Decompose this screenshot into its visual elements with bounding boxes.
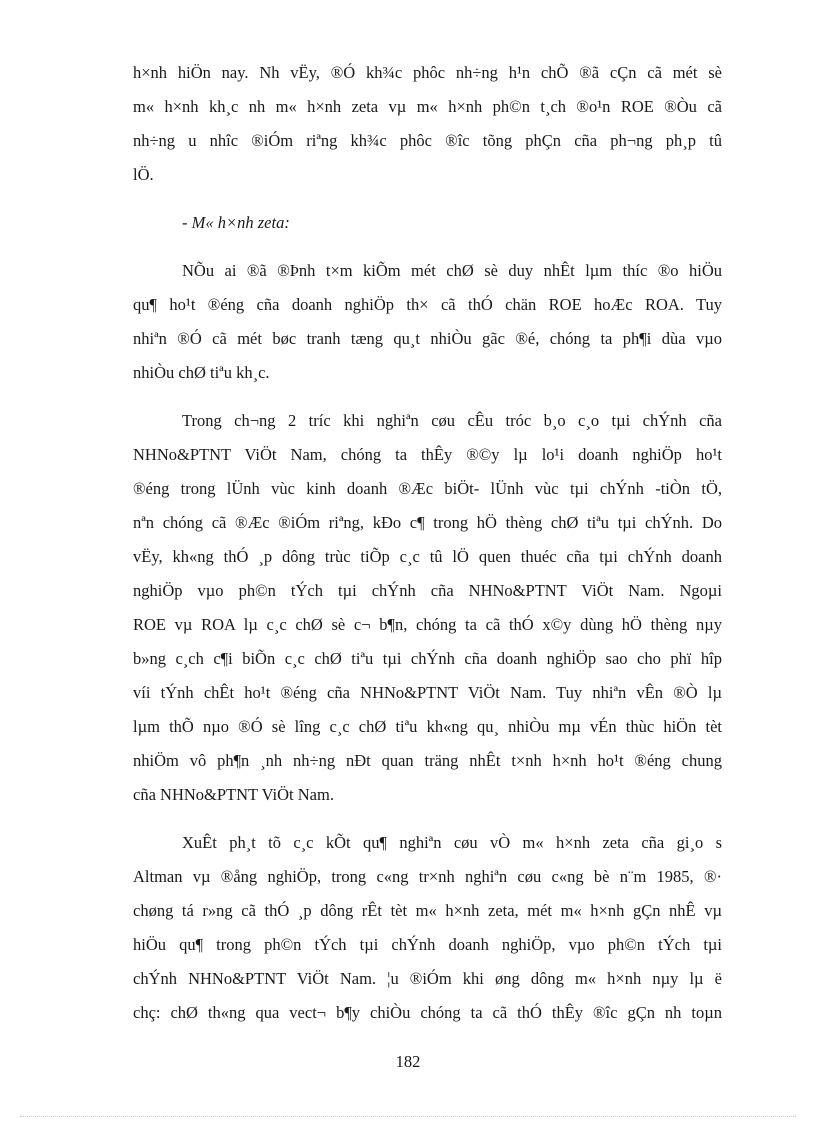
section-heading: - M« h×nh zeta: (182, 213, 290, 232)
text-line: XuÊt ph¸t tõ c¸c kÕt qu¶ nghiªn cøu vÒ m« h×nh zeta cña gi¸o s (182, 833, 722, 852)
text-line: qu¶ ho¹t ®éng cña doanh nghiÖp th× cã thÓ chän ROE hoÆc ROA. Tuy (133, 295, 722, 314)
text-line: h×nh hiÖn nay. Nh vËy, ®Ó kh¾c phôc nh÷ng h¹n chÕ ®ã cÇn cã mét sè (133, 63, 722, 82)
text-line: NÕu ai ®ã ®Þnh t×m kiÕm mét chØ sè duy nhÊt lµm thíc ®o hiÖu (182, 261, 722, 280)
text-line: Altman vµ ®ång nghiÖp, trong c«ng tr×nh nghiªn cøu c«ng bè n¨m 1985, ®· (133, 867, 722, 886)
text-line: nªn chóng cã ®Æc ®iÓm riªng, kÐo c¶ trong hÖ thèng chØ tiªu tµi chÝnh. Do (133, 513, 722, 532)
text-line: NHNo&PTNT ViÖt Nam, chóng ta thÊy ®©y lµ lo¹i doanh nghiÖp ho¹t (133, 445, 722, 464)
page-number: 182 (395, 1052, 421, 1071)
text-line: lÖ. (133, 165, 154, 184)
text-line: víi tÝnh chÊt ho¹t ®éng cña NHNo&PTNT ViÖt Nam. Tuy nhiªn vÊn ®Ò lµ (133, 683, 722, 702)
text-line: chøng tá r»ng cã thÓ ¸p dông rÊt tèt m« h×nh zeta, mét m« h×nh gÇn nhÊ vµ (133, 901, 722, 920)
text-line: nh÷ng u nhîc ®iÓm riªng kh¾c phôc ®îc tõng phÇn cña ph¬ng ph¸p tû (133, 131, 722, 150)
text-line: chÝnh NHNo&PTNT ViÖt Nam. ¦u ®iÓm khi øng dông m« h×nh nµy lµ ë (133, 969, 722, 988)
text-line: lµm thÕ nµo ®Ó sè lîng c¸c chØ tiªu kh«ng qu¸ nhiÒu mµ vÉn thùc hiÖn tèt (133, 717, 722, 736)
text-line: cña NHNo&PTNT ViÖt Nam. (133, 785, 334, 804)
text-line: b»ng c¸ch c¶i biÕn c¸c chØ tiªu tµi chÝnh cña doanh nghiÖp sao cho phï hîp (133, 649, 722, 668)
text-line: vËy, kh«ng thÓ ¸p dông trùc tiÕp c¸c tû lÖ quen thuéc cña tµi chÝnh doanh (133, 547, 722, 566)
text-line: nghiÖp vµo ph©n tÝch tµi chÝnh cña NHNo&PTNT ViÖt Nam. Ngoµi (133, 581, 722, 600)
text-line: nhiÖm vô ph¶n ¸nh nh÷ng nÐt quan träng nhÊt t×nh h×nh ho¹t ®éng chung (133, 751, 722, 770)
footer-rule (20, 1116, 796, 1117)
text-line: nhiªn ®Ó cã mét bøc tranh tæng qu¸t nhiÒu gãc ®é, chóng ta ph¶i dùa vµo (133, 329, 722, 348)
text-line: m« h×nh kh¸c nh m« h×nh zeta vµ m« h×nh ph©n t¸ch ®o¹n ROE ®Òu cã (133, 97, 722, 116)
text-line: ®éng trong lÜnh vùc kinh doanh ®Æc biÖt- lÜnh vùc tµi chÝnh -tiÒn tÖ, (133, 479, 722, 498)
text-line: hiÖu qu¶ trong ph©n tÝch tµi chÝnh doanh nghiÖp, vµo ph©n tÝch tµi (133, 935, 722, 954)
text-line: chç: chØ th«ng qua vect¬ b¶y chiÒu chóng ta cã thÓ thÊy ®îc gÇn nh toµn (133, 1003, 722, 1022)
body-text (133, 56, 722, 1030)
text-line: nhiÒu chØ tiªu kh¸c. (133, 363, 270, 382)
text-line: Trong ch¬ng 2 tríc khi nghiªn cøu cÊu tróc b¸o c¸o tµi chÝnh cña (182, 411, 722, 430)
text-line: ROE vµ ROA lµ c¸c chØ sè c¬ b¶n, chóng ta cã thÓ x©y dùng hÖ thèng nµy (133, 615, 722, 634)
